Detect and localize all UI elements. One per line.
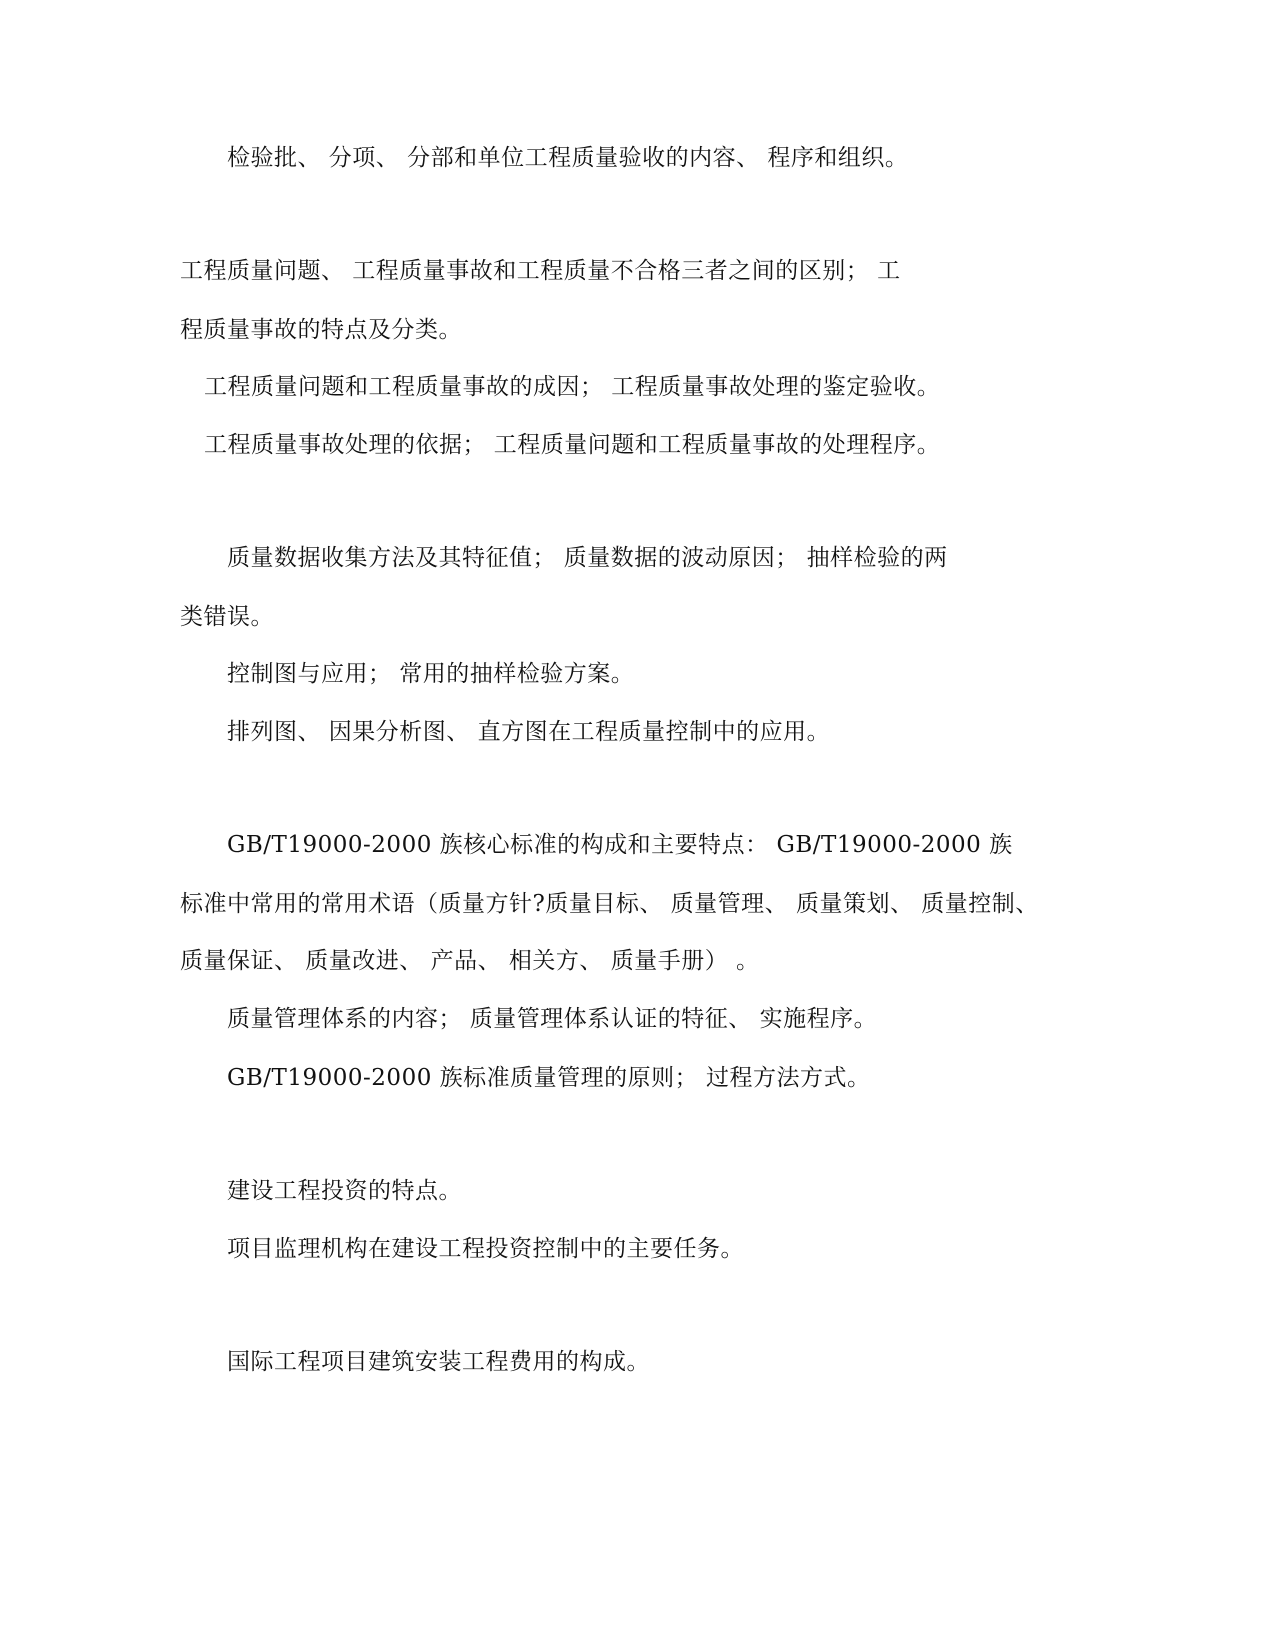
text-line: 工程质量事故处理的依据； 工程质量问题和工程质量事故的处理程序。	[204, 432, 941, 458]
text-line: 质量保证、 质量改进、 产品、 相关方、 质量手册） 。	[180, 948, 760, 974]
text-line: 国际工程项目建筑安装工程费用的构成。	[227, 1349, 650, 1375]
text-line: 工程质量问题和工程质量事故的成因； 工程质量事故处理的鉴定验收。	[204, 374, 941, 400]
text-line: 排列图、 因果分析图、 直方图在工程质量控制中的应用。	[227, 719, 831, 745]
text-line: 建设工程投资的特点。	[227, 1178, 462, 1204]
text-line: GB/T19000-2000 族标准质量管理的原则； 过程方法方式。	[227, 1065, 871, 1091]
text-line: 控制图与应用； 常用的抽样检验方案。	[227, 661, 635, 687]
text-line: 工程质量问题、 工程质量事故和工程质量不合格三者之间的区别； 工	[180, 258, 901, 284]
text-line: 标准中常用的常用术语（质量方针?质量目标、 质量管理、 质量策划、 质量控制、	[180, 891, 1039, 917]
text-line: 质量数据收集方法及其特征值； 质量数据的波动原因； 抽样检验的两	[227, 545, 948, 571]
text-line: 检验批、 分项、 分部和单位工程质量验收的内容、 程序和组织。	[227, 145, 909, 171]
text-line: 类错误。	[180, 604, 274, 630]
text-line: 项目监理机构在建设工程投资控制中的主要任务。	[227, 1236, 744, 1262]
text-line: GB/T19000-2000 族核心标准的构成和主要特点： GB/T19000-2000 族	[227, 832, 1013, 858]
text-line: 程质量事故的特点及分类。	[180, 317, 462, 343]
text-line: 质量管理体系的内容； 质量管理体系认证的特征、 实施程序。	[227, 1006, 878, 1032]
